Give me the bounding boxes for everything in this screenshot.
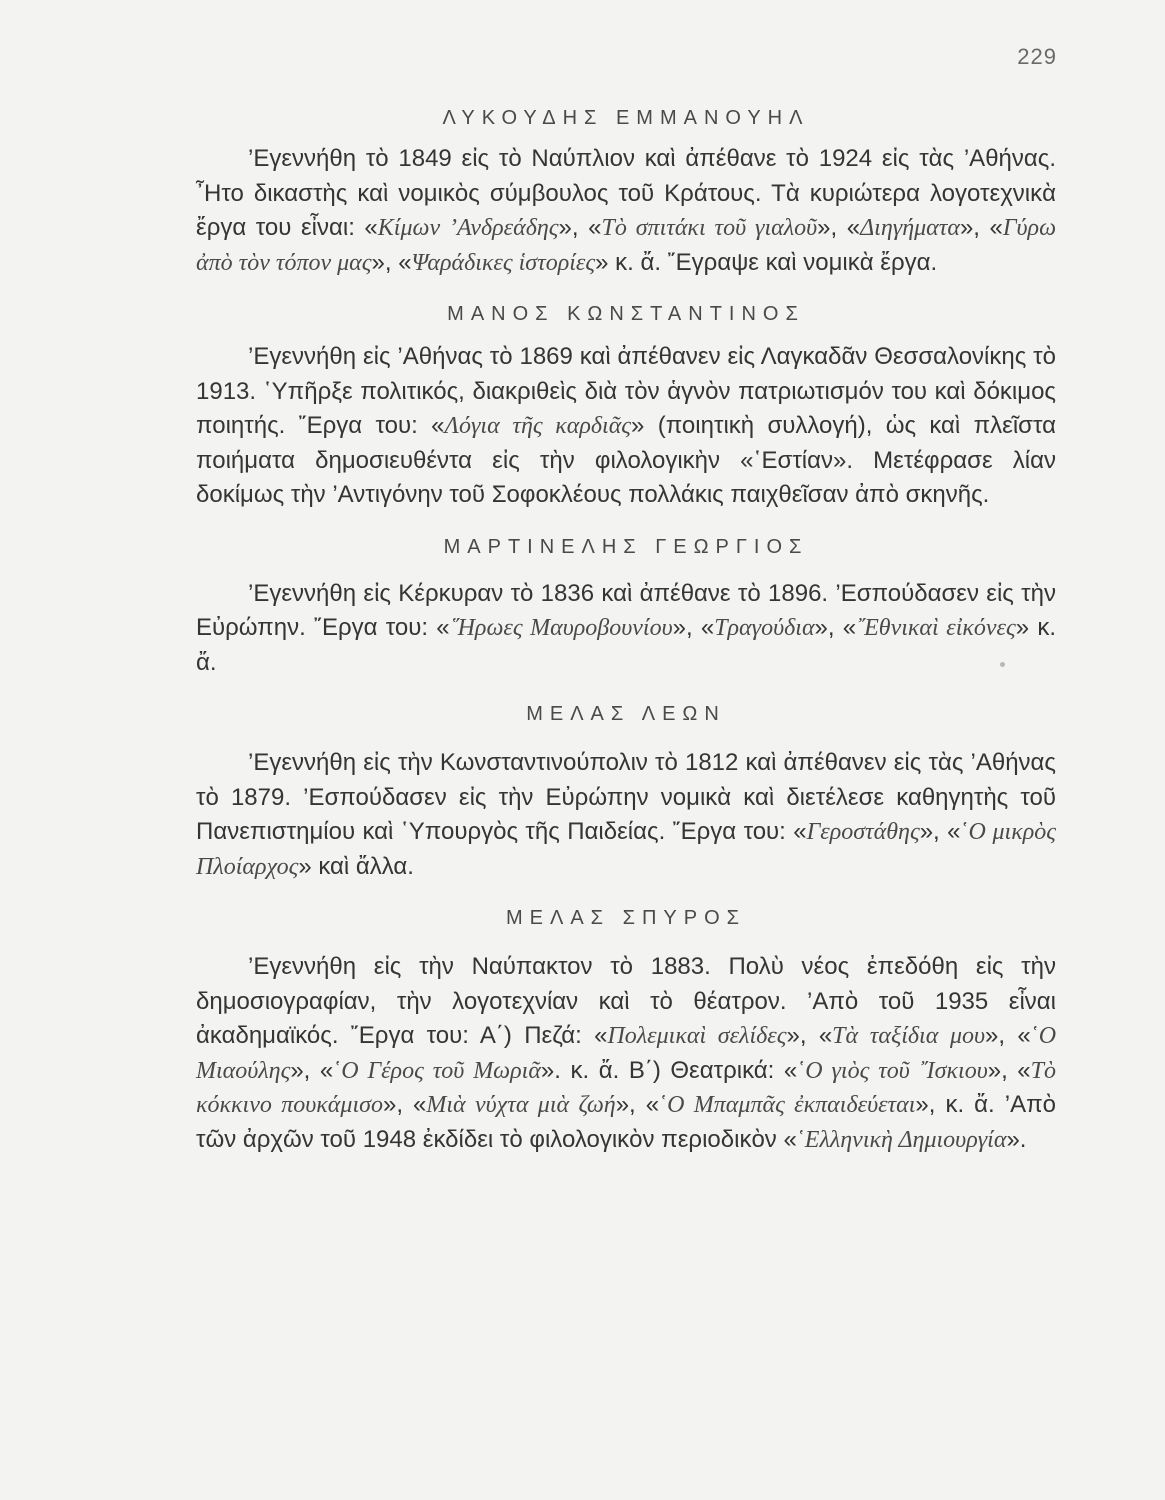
- body-text: », «: [985, 1022, 1031, 1049]
- body-text: », «: [814, 614, 857, 641]
- entry-martinelis: [196, 527, 1056, 681]
- work-title: ῾Ελληνικὴ Δημιουργία: [796, 1126, 1007, 1153]
- body-text: », «: [672, 614, 715, 641]
- entry-manos: [196, 294, 1056, 513]
- body-text: ’Εγεννήθη εἰς τὴν Κωνσταντινούπολιν τὸ 1812 καὶ ἀπέθανεν εἰς τὰς ’Αθήνας τὸ 1879. ’Εσπούδασεν εἰς τὴν Εὐρώπην νομικὰ καὶ διετέλεσε καθηγητὴς τοῦ Πανεπιστημίου καὶ ῾Υπουργὸς τῆς Παιδείας. ῎Εργα του: «: [196, 749, 1056, 845]
- entry-melas-leon: [196, 694, 1056, 884]
- page-content: [196, 96, 1056, 1171]
- body-text: ’Εγεννήθη εἰς τὴν Ναύπακτον τὸ 1883. Πολὺ νέος ἐπεδόθη εἰς τὴν δημοσιογραφίαν, τὴν λογοτεχνίαν καὶ τὸ θέατρον. ’Απὸ τοῦ 1935 εἶναι ἀκαδημαϊκός. ῎Εργα του: Α΄) Πεζά: «: [196, 953, 1056, 1049]
- body-text: » κ. ἄ.: [196, 614, 1056, 676]
- body-text: ’Εγεννήθη τὸ 1849 εἰς τὸ Ναύπλιον καὶ ἀπέθανε τὸ 1924 εἰς τὰς ’Αθήνας. ῏Ητο δικαστὴς καὶ νομικὸς σύμβουλος τοῦ Κράτους. Τὰ κυριώτερα λογοτεχνικὰ ἔργα του εἶναι: «: [196, 145, 1056, 241]
- page-number: 229: [1017, 44, 1057, 69]
- work-title: ῎Εθνικαὶ εἰκόνες: [856, 615, 1016, 641]
- body-text: », «: [615, 1091, 660, 1118]
- body-text: », «: [371, 248, 412, 276]
- work-title: Ψαράδικες ἱστορίες: [411, 249, 596, 276]
- body-text: », «: [919, 818, 961, 845]
- work-title: Τὸ κόκκινο πουκάμισο: [196, 1057, 1056, 1118]
- body-text: », «: [987, 1056, 1031, 1084]
- entry-body: [196, 950, 1056, 1157]
- body-text: ».: [1006, 1125, 1027, 1153]
- work-title: Διηγήματα: [860, 215, 960, 241]
- work-title: Τὸ σπιτάκι τοῦ γιαλοῦ: [601, 215, 818, 241]
- body-text: ’Εγεννήθη εἰς Κέρκυραν τὸ 1836 καὶ ἀπέθανε τὸ 1896. ’Εσπούδασεν εἰς τὴν Εὐρώπην. ῎Εργα του: «: [196, 579, 1056, 641]
- work-title: ῾Ο γιὸς τοῦ ῎Ισκιου: [797, 1057, 988, 1084]
- entry-heading: ΜΕΛΑΣ ΣΠΥΡΟΣ: [505, 907, 747, 929]
- work-title: Γύρω ἀπὸ τὸν τόπον μας: [196, 215, 1057, 276]
- body-text: » κ. ἄ. ῎Εγραψε καὶ νομικὰ ἔργα.: [595, 248, 938, 276]
- work-title: Τραγούδια: [714, 615, 815, 641]
- entry-heading: ΜΑΡΤΙΝΕΛΗΣ ΓΕΩΡΓΙΟΣ: [443, 535, 809, 558]
- entry-melas-spyros: [196, 898, 1056, 1157]
- body-text: ». κ. ἄ. Β΄) Θεατρικά: «: [540, 1056, 798, 1084]
- body-text: », «: [382, 1091, 427, 1118]
- work-title: ῞Ηρωες Μαυροβουνίου: [449, 615, 673, 641]
- body-text: », «: [959, 214, 1003, 241]
- body-text: », κ. ἄ. ’Απὸ τῶν ἀρχῶν τοῦ 1948 ἐκδίδει τὸ φιλολογικὸν περιοδικὸν «: [196, 1091, 1057, 1153]
- work-title: Τὰ ταξίδια μου: [832, 1023, 986, 1049]
- entry-body: [196, 340, 1056, 513]
- entry-heading: ΜΑΝΟΣ ΚΩΝΣΤΑΝΤΙΝΟΣ: [447, 303, 805, 325]
- entry-lykoudis: [196, 98, 1056, 280]
- body-text: », «: [558, 214, 602, 241]
- entry-body: [196, 577, 1056, 681]
- work-title: ῾Ο Μπαμπᾶς ἐκπαιδεύεται: [659, 1092, 916, 1118]
- work-title: Λόγια τῆς καρδιᾶς: [444, 413, 632, 439]
- entry-heading: ΛΥΚΟΥΔΗΣ ΕΜΜΑΝΟΥΗΛ: [442, 107, 810, 129]
- entry-body: [196, 746, 1056, 884]
- work-title: ῾Ο μικρὸς Πλοίαρχος: [196, 819, 1056, 880]
- work-title: ῾Ο Μιαούλης: [196, 1023, 1057, 1084]
- body-text: », «: [290, 1056, 334, 1084]
- body-text: » καὶ ἄλλα.: [298, 852, 414, 880]
- work-title: Κίμων ’Ανδρεάδης: [377, 215, 559, 241]
- work-title: ῾Ο Γέρος τοῦ Μωριᾶ: [333, 1057, 541, 1084]
- paper-speck: [1000, 662, 1005, 667]
- work-title: Πολεμικαὶ σελίδες: [607, 1023, 787, 1049]
- work-title: Γεροστάθης: [806, 819, 920, 845]
- body-text: » (ποιητικὴ συλλογή), ὡς καὶ πλεῖστα ποιήματα δημοσιευθέντα εἰς τὴν φιλολογικὴν «῾Εστίαν». Μετέφρασε λίαν δοκίμως τὴν ’Αντιγόνην τοῦ Σοφοκλέους πολλάκις παιχθεῖσαν ἀπὸ σκηνῆς.: [196, 412, 1057, 508]
- entry-body: [196, 142, 1056, 280]
- body-text: », «: [786, 1022, 833, 1049]
- body-text: ’Εγεννήθη εἰς ’Αθήνας τὸ 1869 καὶ ἀπέθανεν εἰς Λαγκαδᾶν Θεσσαλονίκης τὸ 1913. ῾Υπῆρξε πολιτικός, διακριθεὶς διὰ τὸν ἁγνὸν πατριωτισμόν του καὶ δόκιμος ποιητής. ῎Εργα του: «: [196, 343, 1056, 439]
- body-text: », «: [817, 214, 861, 241]
- work-title: Μιὰ νύχτα μιὰ ζωή: [426, 1092, 616, 1118]
- entry-heading: ΜΕΛΑΣ ΛΕΩΝ: [526, 703, 726, 725]
